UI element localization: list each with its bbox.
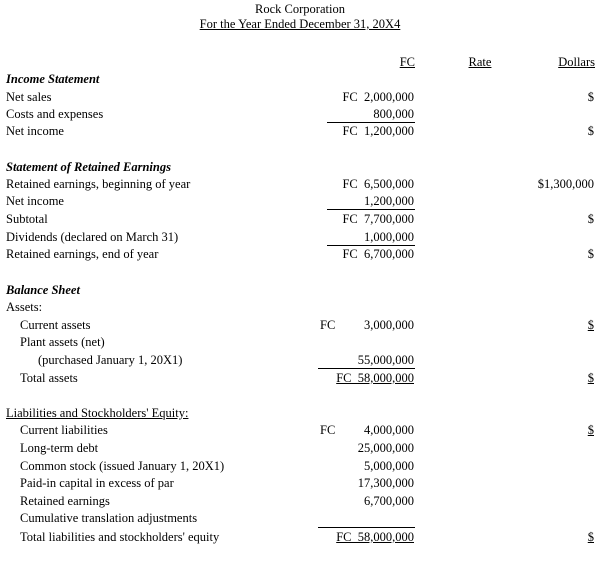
underline-rule xyxy=(327,209,415,210)
net-income-label: Net income xyxy=(6,124,64,138)
total-assets-label: Total assets xyxy=(20,371,78,385)
assets-label: Assets: xyxy=(6,300,43,314)
retained-earnings-title: Statement of Retained Earnings xyxy=(6,160,171,174)
costs-expenses-fc: 800,000 xyxy=(373,107,414,121)
company-name: Rock Corporation xyxy=(255,2,345,16)
dividends-fc: 1,000,000 xyxy=(364,230,414,244)
net-income-dollars: $ xyxy=(587,124,594,138)
net-sales-dollars: $ xyxy=(587,90,594,104)
subtotal-fc: FC 7,700,000 xyxy=(342,212,414,226)
report-period: For the Year Ended December 31, 20X4 xyxy=(199,17,401,31)
net-sales-label: Net sales xyxy=(6,90,52,104)
subtotal-dollars: $ xyxy=(587,212,594,226)
underline-rule xyxy=(327,245,415,246)
re-end-label: Retained earnings, end of year xyxy=(6,247,159,261)
bs-retained-earnings-label: Retained earnings xyxy=(20,494,110,508)
current-assets-fc-prefix: FC xyxy=(320,318,336,332)
re-beginning-label: Retained earnings, beginning of year xyxy=(6,177,191,191)
total-assets-fc: FC 58,000,000 xyxy=(336,371,414,385)
re-end-fc: FC 6,700,000 xyxy=(342,247,414,261)
common-stock-label: Common stock (issued January 1, 20X1) xyxy=(20,459,225,473)
current-assets-fc: 3,000,000 xyxy=(364,318,414,332)
current-liabilities-label: Current liabilities xyxy=(20,423,108,437)
dividends-label: Dividends (declared on March 31) xyxy=(6,230,179,244)
long-term-debt-label: Long-term debt xyxy=(20,441,99,455)
re-end-dollars: $ xyxy=(587,247,594,261)
underline-rule xyxy=(327,122,415,123)
total-liab-equity-fc: FC 58,000,000 xyxy=(336,530,414,544)
long-term-debt-fc: 25,000,000 xyxy=(357,441,414,455)
liabilities-equity-title: Liabilities and Stockholders' Equity: xyxy=(6,406,189,420)
total-liab-equity-dollars: $ xyxy=(587,530,594,544)
balance-sheet-title: Balance Sheet xyxy=(6,283,80,297)
paid-in-capital-fc: 17,300,000 xyxy=(357,476,414,490)
column-header-fc: FC xyxy=(399,55,415,69)
underline-rule xyxy=(318,368,415,369)
current-liabilities-fc-prefix: FC xyxy=(320,423,336,437)
total-assets-dollars: $ xyxy=(587,371,594,385)
column-header-dollars: Dollars xyxy=(558,55,595,69)
net-sales-fc: FC 2,000,000 xyxy=(342,90,414,104)
re-net-income-label: Net income xyxy=(6,194,64,208)
current-liabilities-dollars: $ xyxy=(587,423,594,437)
cta-label: Cumulative translation adjustments xyxy=(20,511,198,525)
costs-expenses-label: Costs and expenses xyxy=(6,107,104,121)
underline-rule xyxy=(318,527,415,528)
current-liabilities-fc: 4,000,000 xyxy=(364,423,414,437)
plant-assets-fc: 55,000,000 xyxy=(357,353,414,367)
paid-in-capital-label: Paid-in capital in excess of par xyxy=(20,476,174,490)
bs-retained-earnings-fc: 6,700,000 xyxy=(364,494,414,508)
re-beginning-dollars: $1,300,000 xyxy=(537,177,594,191)
net-income-fc: FC 1,200,000 xyxy=(342,124,414,138)
total-liab-equity-label: Total liabilities and stockholders' equity xyxy=(20,530,220,544)
current-assets-dollars: $ xyxy=(587,318,594,332)
plant-assets-sublabel: (purchased January 1, 20X1) xyxy=(38,353,183,367)
current-assets-label: Current assets xyxy=(20,318,91,332)
column-header-rate: Rate xyxy=(468,55,492,69)
re-net-income-fc: 1,200,000 xyxy=(364,194,414,208)
subtotal-label: Subtotal xyxy=(6,212,48,226)
income-statement-title: Income Statement xyxy=(6,72,100,86)
plant-assets-label: Plant assets (net) xyxy=(20,335,105,349)
common-stock-fc: 5,000,000 xyxy=(364,459,414,473)
re-beginning-fc: FC 6,500,000 xyxy=(342,177,414,191)
